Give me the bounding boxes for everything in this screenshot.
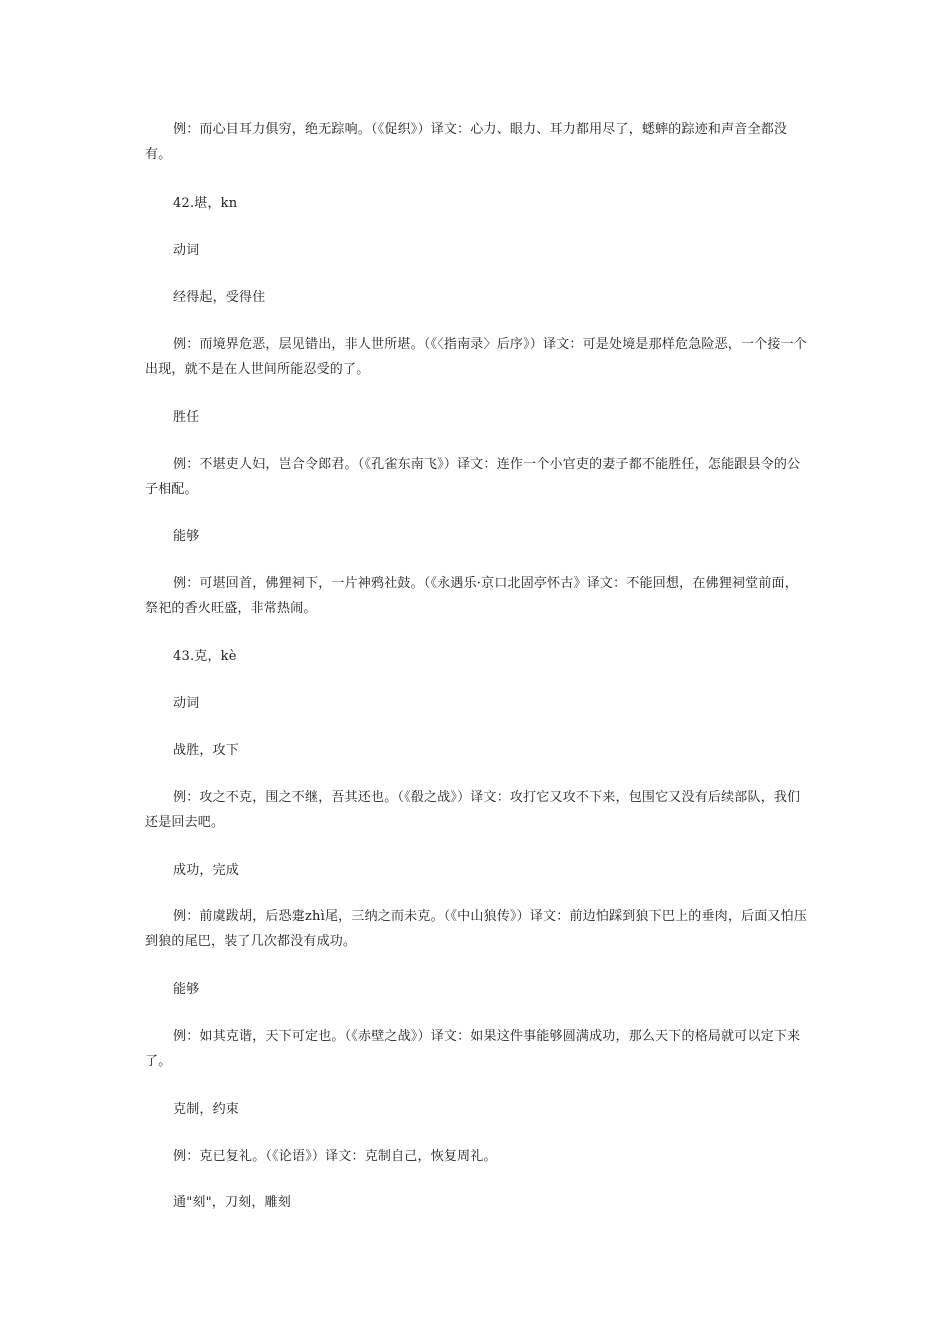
example-paragraph: 例：克已复礼。（《论语》）译文：克制自己，恢复周礼。 bbox=[173, 1149, 497, 1164]
entry-heading: 42.堪，kn bbox=[173, 196, 238, 211]
entry-heading: 43.克，kè bbox=[173, 649, 237, 664]
example-paragraph: 例：而境界危恶，层见错出，非人世所堪。（《〈指南录〉后序》）译文：可是处境是那样危急险恶，一个接一个出现，就不是在人世间所能忍受的了。 bbox=[145, 337, 808, 377]
definition: 经得起，受得住 bbox=[173, 290, 266, 305]
definition: 克制，约束 bbox=[173, 1102, 240, 1117]
example-paragraph: 例：前虞跋胡，后恐疐zhì尾，三纳之而未克。（《中山狼传》）译文：前边怕踩到狼下巴上的垂肉，后面又怕压到狼的尾巴，装了几次都没有成功。 bbox=[145, 909, 808, 949]
definition: 通"刻"，刀刻，雕刻 bbox=[173, 1195, 291, 1210]
part-of-speech: 动词 bbox=[173, 696, 200, 711]
part-of-speech: 动词 bbox=[173, 243, 200, 258]
definition: 能够 bbox=[173, 529, 200, 544]
example-paragraph: 例：如其克谐，天下可定也。（《赤壁之战》）译文：如果这件事能够圆满成功，那么天下的格局就可以定下来了。 bbox=[145, 1029, 801, 1069]
definition: 胜任 bbox=[173, 410, 200, 425]
example-paragraph: 例：不堪吏人妇，岂合令郎君。（《孔雀东南飞》）译文：连作一个小官吏的妻子都不能胜任，怎能跟县令的公子相配。 bbox=[145, 457, 801, 497]
example-paragraph: 例：而心目耳力俱穷，绝无踪响。（《促织》）译文：心力、眼力、耳力都用尽了，蟋蟀的踪迹和声音全都没有。 bbox=[145, 122, 788, 162]
definition: 战胜，攻下 bbox=[173, 743, 240, 758]
example-paragraph: 例：可堪回首，佛狸祠下，一片神鸦社鼓。（《永遇乐·京口北固亭怀古》译文：不能回想，在佛狸祠堂前面，祭祀的香火旺盛，非常热闹。 bbox=[145, 576, 798, 616]
definition: 能够 bbox=[173, 982, 200, 997]
definition: 成功，完成 bbox=[173, 863, 240, 878]
example-paragraph: 例：攻之不克，围之不继，吾其还也。（《殽之战》）译文：攻打它又攻不下来，包围它又没有后续部队，我们还是回去吧。 bbox=[145, 790, 801, 830]
